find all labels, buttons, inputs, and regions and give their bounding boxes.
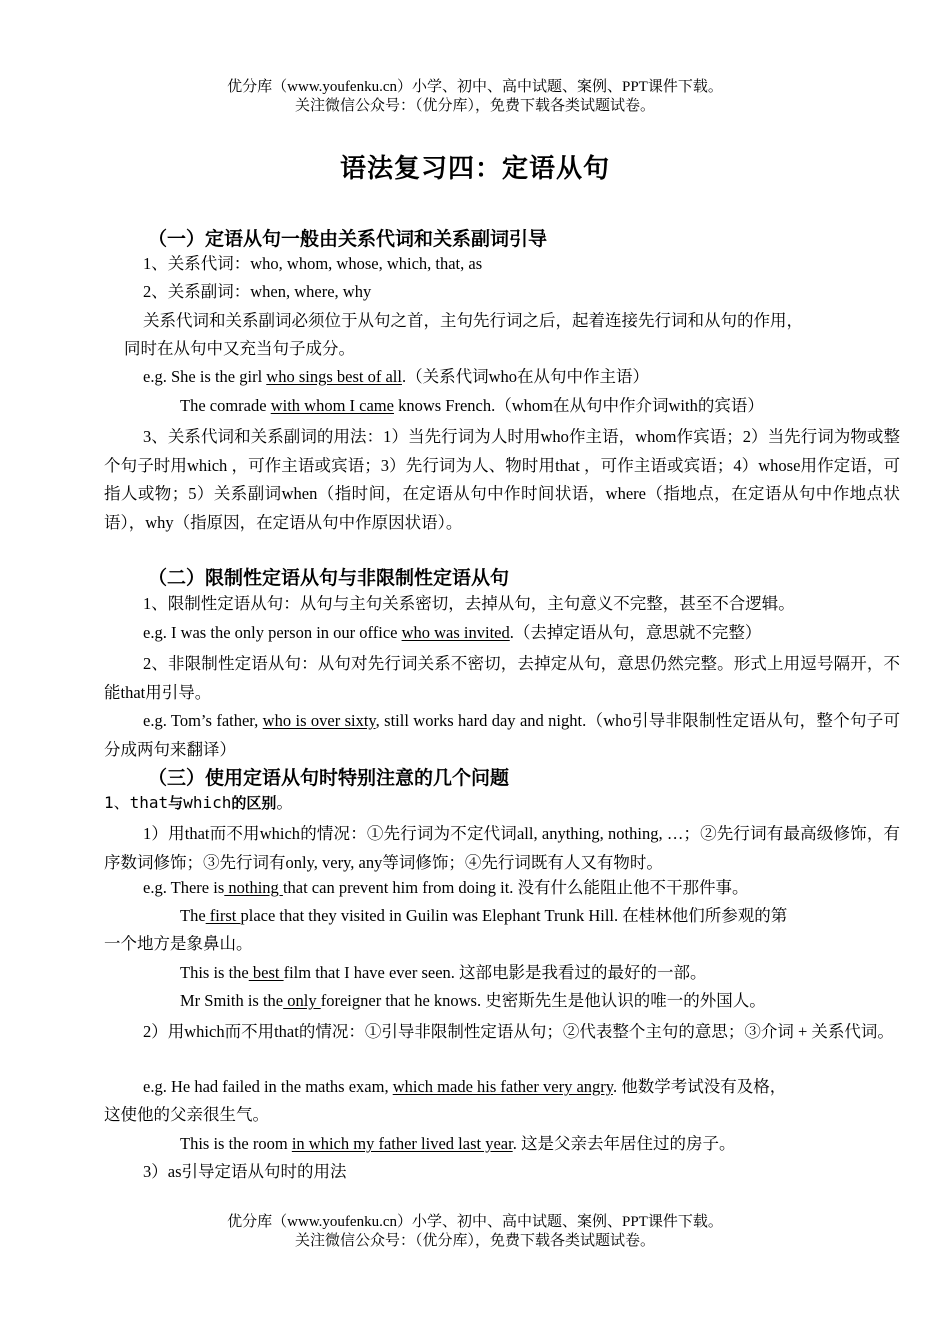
header-line-2: 关注微信公众号：（优分库），免费下载各类试题试卷。 [294,98,655,114]
example-sentence-10: This is the room in which my father lived last year. 这是父亲去年居住过的房子。 [180,1134,736,1153]
use-that-not-which: 1）用that而不用which的情况：①先行词为不定代词all, anything, nothing, …；②先行词有最高级修饰，有序数词修饰；③先行词有only, very, any等词修饰；④先行词既有人又有物时。 [104,824,900,872]
example-sentence-1: e.g. She is the girl who sings best of all.（关系代词who在从句中作主语） [143,367,649,386]
that-vs-which-heading: 1、that与which的区别。 [104,793,293,812]
underlined-clause: who sings best of all [266,367,402,386]
page-header [0,78,950,116]
as-usage-heading: 3）as引导定语从句时的用法 [143,1162,347,1181]
section-heading-3: （三）使用定语从句时特别注意的几个问题 [148,767,510,789]
underlined-word: first [205,906,241,925]
underlined-word: nothing [224,878,283,897]
underlined-clause: which made his father very angry [392,1077,613,1096]
example-sentence-7: This is the best film that I have ever seen. 这部电影是我看过的最好的一部。 [180,963,707,982]
underlined-clause: who was invited [401,623,510,642]
header-line-1: 优分库（www.youfenku.cn）小学、初中、高中试题、案例、PPT课件下载。 [227,79,723,95]
footer-line-1: 优分库（www.youfenku.cn）小学、初中、高中试题、案例、PPT课件下载。 [227,1214,723,1230]
example-sentence-3: e.g. I was the only person in our office who was invited.（去掉定语从句，意思就不完整） [143,623,762,642]
relative-pronouns-line: 1、关系代词：who, whom, whose, which, that, as [143,254,483,273]
paragraph-position-rule: 关系代词和关系副词必须位于从句之首，主句先行词之后，起着连接先行词和从句的作用， [143,311,803,330]
underlined-word: only [283,991,321,1010]
section-heading-2: （二）限制性定语从句与非限制性定语从句 [148,567,510,589]
use-which-not-that: 2）用which而不用that的情况：①引导非限制性定语从句；②代表整个主句的意思；③介词 + 关系代词。 [143,1022,894,1041]
page-footer [0,1213,950,1251]
example-sentence-6: The first place that they visited in Guilin was Elephant Trunk Hill. 在桂林他们所参观的第 [180,906,788,925]
underlined-clause: who is over sixty [262,711,376,730]
example-sentence-2: The comrade with whom I came knows French.（whom在从句中作介词with的宾语） [180,396,764,415]
example-sentence-9: e.g. He had failed in the maths exam, which made his father very angry. 他数学考试没有及格， [143,1077,787,1096]
underlined-word: best [248,963,284,982]
nonrestrictive-clause-definition: 2、非限制性定语从句：从句对先行词关系不密切，去掉定从句，意思仍然完整。形式上用逗号隔开，不能that用引导。 [104,654,900,702]
paragraph-position-rule-cont: 同时在从句中又充当句子成分。 [124,339,355,358]
relative-adverbs-line: 2、关系副词：when, where, why [143,282,372,301]
usage-paragraph: 3、关系代词和关系副词的用法：1）当先行词为人时用who作主语，whom作宾语；2）当先行词为物或整个句子时用which ，可作主语或宾语；3）先行词为人、物时用that ，可作主语或宾语；4）whose用作定语，可指人或物；5）关系副词when（指时间，在定语从句中作时间状语，where（指地点，在定语从句中作地点状语），why（指原因，在定语从句中作原因状语）。 [104,427,900,532]
footer-line-2: 关注微信公众号：（优分库），免费下载各类试题试卷。 [294,1233,655,1249]
underlined-clause: in which my father lived last year [291,1134,513,1153]
section-heading-1: （一）定语从句一般由关系代词和关系副词引导 [148,228,548,250]
underlined-clause: with whom I came [270,396,394,415]
restrictive-clause-definition: 1、限制性定语从句：从句与主句关系密切，去掉从句，主句意义不完整，甚至不合逻辑。 [143,594,795,613]
example-sentence-5: e.g. There is nothing that can prevent him from doing it. 没有什么能阻止他不干那件事。 [143,878,749,897]
example-sentence-8: Mr Smith is the only foreigner that he knows. 史密斯先生是他认识的唯一的外国人。 [180,991,766,1010]
example-sentence-6-cont: 一个地方是象鼻山。 [104,934,253,953]
page-title: 语法复习四：定语从句 [339,154,610,184]
example-sentence-9-cont: 这使他的父亲很生气。 [104,1105,269,1124]
example-sentence-4: e.g. Tom’s father, who is over sixty, still works hard day and night.（who引导非限制性定语从句，整个句子可分成两句来翻译） [104,711,901,759]
